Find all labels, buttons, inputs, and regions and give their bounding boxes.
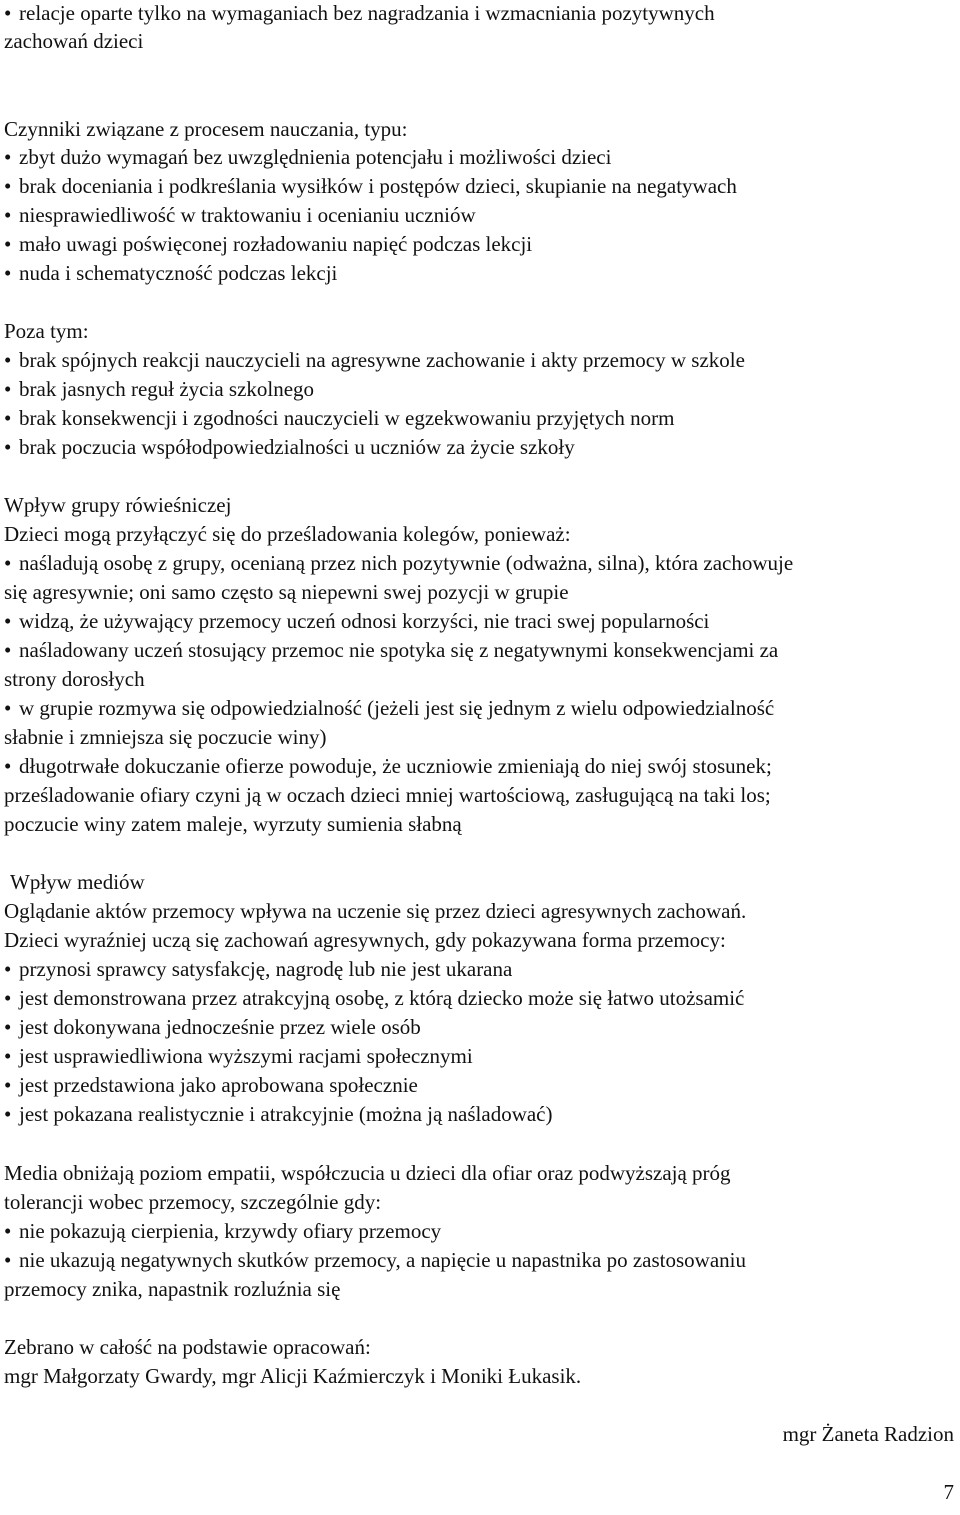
line-text: zachowań dzieci [4, 29, 144, 53]
list-item [4, 202, 476, 228]
text-line [4, 521, 571, 547]
list-item [4, 376, 314, 402]
section-heading [4, 318, 89, 344]
list-item-text: jest dokonywana jednocześnie przez wiele osób [19, 1015, 421, 1039]
line-text: strony dorosłych [4, 667, 145, 691]
list-item-text: brak poczucia współodpowiedzialności u uczniów za życie szkoły [19, 435, 575, 459]
text-line [4, 1276, 340, 1302]
list-item-text: nie ukazują negatywnych skutków przemocy, a napięcie u napastnika po zastosowaniu [19, 1248, 746, 1272]
credits-authors-text: mgr Małgorzaty Gwardy, mgr Alicji Kaźmierczyk i Moniki Łukasik. [4, 1364, 582, 1388]
heading-text: Wpływ grupy rówieśniczej [4, 493, 232, 517]
list-item [4, 434, 575, 460]
list-item [4, 231, 532, 257]
line-text: tolerancji wobec przemocy, szczególnie gdy: [4, 1190, 382, 1214]
list-item [4, 173, 737, 199]
list-item-text: naśladowany uczeń stosujący przemoc nie spotyka się z negatywnymi konsekwencjami za [19, 638, 779, 662]
list-item-text: długotrwałe dokuczanie ofierze powoduje, że uczniowie zmieniają do niej swój stosunek; [19, 754, 772, 778]
list-item-text: jest pokazana realistycznie i atrakcyjnie (można ją naśladować) [19, 1102, 553, 1126]
list-item [4, 753, 772, 779]
section-heading [10, 869, 145, 895]
list-item-text: relacje oparte tylko na wymaganiach bez nagradzania i wzmacniania pozytywnych [19, 1, 715, 25]
line-text: poczucie winy zatem maleje, wyrzuty sumienia słabną [4, 812, 462, 836]
heading-text: Czynniki związane z procesem nauczania, typu: [4, 117, 408, 141]
page-number: 7 [943, 1480, 954, 1504]
list-item [4, 144, 611, 170]
text-line [4, 1189, 381, 1215]
text-line [4, 811, 462, 837]
list-item-text: nuda i schematyczność podczas lekcji [19, 261, 338, 285]
list-item-text: w grupie rozmywa się odpowiedzialność (jeżeli jest się jednym z wielu odpowiedzialność [19, 696, 775, 720]
list-item-text: brak doceniania i podkreślania wysiłków i postępów dzieci, skupianie na negatywach [19, 174, 737, 198]
list-item-text: zbyt dużo wymagań bez uwzględnienia potencjału i możliwości dzieci [19, 145, 612, 169]
list-item-text: brak spójnych reakcji nauczycieli na agresywne zachowanie i akty przemocy w szkole [19, 348, 745, 372]
text-line [4, 666, 145, 692]
heading-text: Wpływ mediów [10, 870, 145, 894]
list-item-text: mało uwagi poświęconej rozładowaniu napięć podczas lekcji [19, 232, 533, 256]
list-item-text: brak konsekwencji i zgodności nauczycieli w egzekwowaniu przyjętych norm [19, 406, 675, 430]
document-page [4, 0, 956, 1515]
list-item-text: jest przedstawiona jako aprobowana społecznie [19, 1073, 418, 1097]
credits-heading-text: Zebrano w całość na podstawie opracowań: [4, 1335, 371, 1359]
list-item-text: widzą, że używający przemocy uczeń odnosi korzyści, nie traci swej popularności [19, 609, 710, 633]
signature: mgr Żaneta Radzion [782, 1422, 954, 1446]
list-item [4, 1247, 746, 1273]
line-text: Dzieci wyraźniej uczą się zachowań agresywnych, gdy pokazywana forma przemocy: [4, 928, 726, 952]
list-item [4, 695, 774, 721]
line-text: się agresywnie; oni samo często są niepewni swej pozycji w grupie [4, 580, 569, 604]
list-item [4, 1043, 473, 1069]
text-line [4, 28, 143, 54]
line-text: Dzieci mogą przyłączyć się do prześladowania kolegów, ponieważ: [4, 522, 571, 546]
list-item-text: nie pokazują cierpienia, krzywdy ofiary przemocy [19, 1219, 442, 1243]
list-item-text: jest usprawiedliwiona wyższymi racjami społecznymi [19, 1044, 473, 1068]
list-item-text: przynosi sprawcy satysfakcję, nagrodę lub nie jest ukarana [19, 957, 513, 981]
text-line [4, 782, 771, 808]
list-item [4, 1072, 418, 1098]
list-item [4, 956, 512, 982]
list-item-text: jest demonstrowana przez atrakcyjną osobę, z którą dziecko może się łatwo utożsamić [19, 986, 745, 1010]
text-line [4, 898, 746, 924]
heading-text: Poza tym: [4, 319, 89, 343]
list-item [4, 347, 745, 373]
section-heading [4, 116, 408, 142]
credits-authors [4, 1363, 581, 1389]
list-item [4, 985, 744, 1011]
list-item-text: niesprawiedliwość w traktowaniu i ocenianiu uczniów [19, 203, 476, 227]
line-text: przemocy znika, napastnik rozluźnia się [4, 1277, 341, 1301]
credits-heading [4, 1334, 371, 1360]
text-line [4, 724, 326, 750]
list-item [4, 1101, 553, 1127]
list-item [4, 0, 715, 26]
list-item [4, 608, 709, 634]
line-text: słabnie i zmniejsza się poczucie winy) [4, 725, 327, 749]
section-heading [4, 492, 231, 518]
list-item [4, 550, 793, 576]
list-item [4, 405, 674, 431]
list-item [4, 1014, 421, 1040]
list-item [4, 260, 337, 286]
line-text: prześladowanie ofiary czyni ją w oczach dzieci mniej wartościową, zasługującą na taki los; [4, 783, 771, 807]
list-item [4, 1218, 441, 1244]
list-item-text: brak jasnych reguł życia szkolnego [19, 377, 315, 401]
line-text: Oglądanie aktów przemocy wpływa na uczenie się przez dzieci agresywnych zachowań. [4, 899, 747, 923]
line-text: Media obniżają poziom empatii, współczucia u dzieci dla ofiar oraz podwyższają próg [4, 1161, 731, 1185]
text-line [4, 927, 726, 953]
list-item-text: naśladują osobę z grupy, ocenianą przez nich pozytywnie (odważna, silna), która zachowuje [19, 551, 794, 575]
text-line [4, 1160, 731, 1186]
text-line [4, 579, 569, 605]
list-item [4, 637, 778, 663]
